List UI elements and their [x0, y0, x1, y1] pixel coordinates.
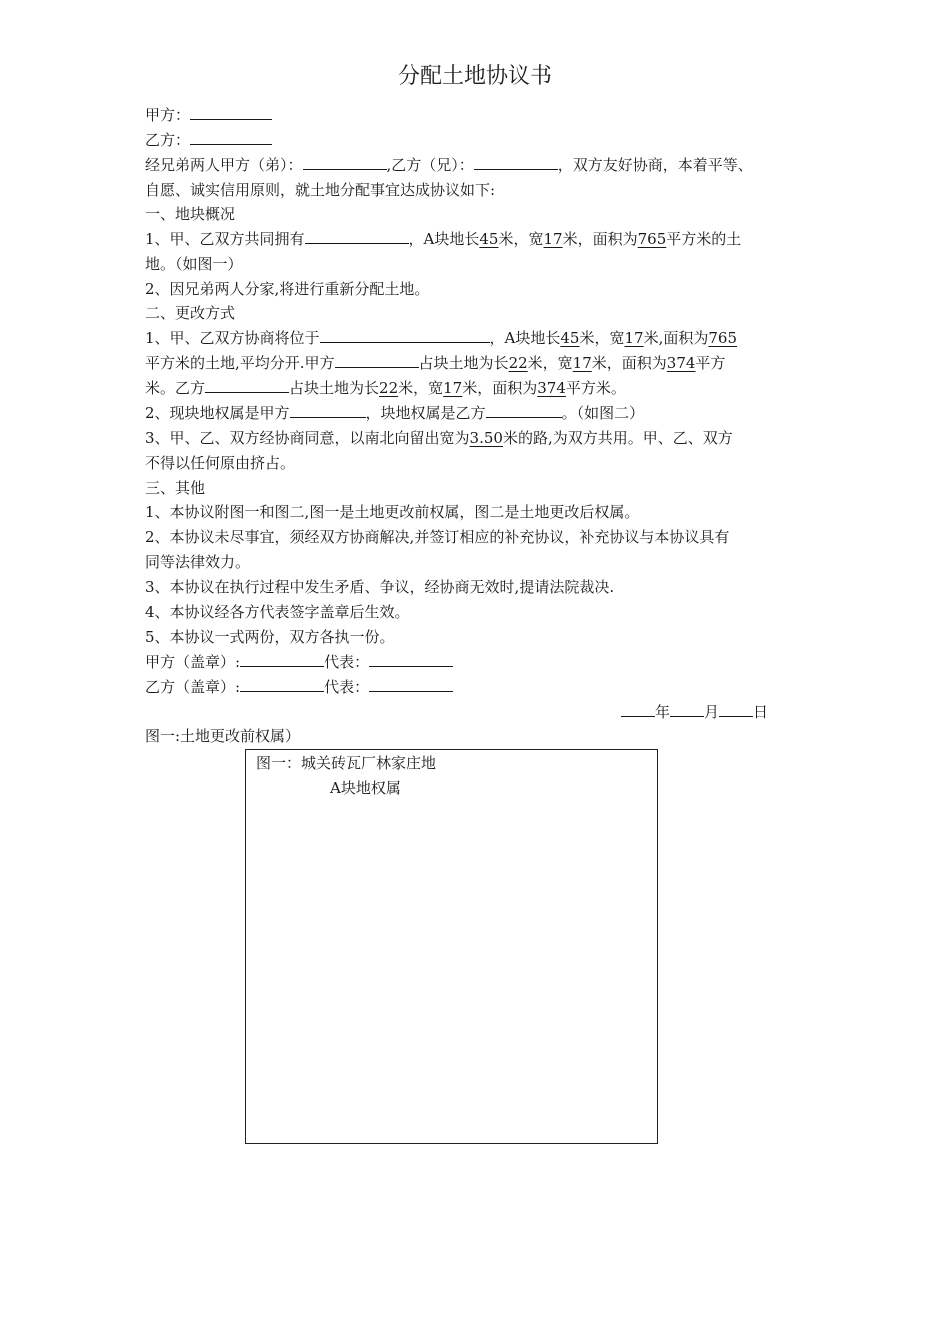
party-b-blank [190, 129, 272, 145]
road-width-value: 3.50 [469, 429, 503, 447]
intro-text-1: 经兄弟两人甲方（弟）： [145, 156, 303, 174]
intro-blank-a [303, 154, 387, 170]
area-value: 765 [708, 329, 738, 347]
seal-label: 乙方（盖章）: [145, 678, 241, 696]
width-value: 17 [543, 230, 563, 248]
party-a-owner-blank [290, 402, 366, 418]
clause-3-1: 1、本协议附图一和图二,图一是土地更改前权属，图二是土地更改后权属。 [145, 503, 640, 521]
clause-text: 占块土地为长 [418, 354, 509, 372]
clause-text: 米，宽 [579, 329, 625, 347]
year-label: 年 [655, 703, 671, 721]
clause-text: 平方米的土地,平均分开.甲方 [145, 354, 335, 372]
clause-3-2-line2: 同等法律效力。 [145, 553, 251, 571]
clause-text: 2、现块地权属是甲方 [145, 404, 290, 422]
date-line [621, 701, 768, 723]
length-value: 45 [560, 329, 580, 347]
section-3-heading: 三、其他 [145, 479, 206, 497]
clause-text: ，块地权属是乙方 [365, 404, 486, 422]
location-blank [305, 228, 409, 244]
clause-2-3 [145, 427, 733, 449]
seal-blank [240, 676, 324, 692]
clause-2-2 [145, 402, 644, 424]
party-b-label: 乙方： [145, 131, 191, 149]
party-b-blank [205, 377, 289, 393]
intro-blank-b [474, 154, 558, 170]
party-a-label: 甲方： [145, 106, 191, 124]
clause-text: 平方米的土 [666, 230, 742, 248]
party-b-owner-blank [486, 402, 562, 418]
clause-text: 1、甲、乙双方协商将位于 [145, 329, 320, 347]
clause-text: 。（如图二） [561, 404, 645, 422]
intro-line-2: 自愿、诚实信用原则，就土地分配事宜达成协议如下: [145, 181, 496, 199]
representative-label: 代表： [324, 678, 370, 696]
document-title: 分配土地协议书 [397, 64, 552, 89]
length-value: 45 [479, 230, 499, 248]
section-1-heading: 一、地块概况 [145, 205, 236, 223]
intro-line-1 [145, 154, 753, 176]
clause-text: 占块土地为长 [289, 379, 380, 397]
party-a-line [145, 104, 272, 126]
clause-text: 平方 [695, 354, 726, 372]
clause-3-2: 2、本协议未尽事宜，须经双方协商解决,并签订相应的补充协议，补充协议与本协议具有 [145, 528, 730, 546]
length-value: 22 [508, 354, 528, 372]
clause-text: 米。乙方 [145, 379, 206, 397]
clause-text: 1、甲、乙双方共同拥有 [145, 230, 305, 248]
year-blank [621, 701, 655, 717]
figure-1-caption: 图一：城关砖瓦厂林家庄地 [256, 754, 437, 772]
clause-text: 米，宽 [498, 230, 544, 248]
clause-text: 米，面积为 [462, 379, 538, 397]
party-b-line [145, 129, 272, 151]
seal-blank [240, 651, 324, 667]
location-blank [320, 327, 490, 343]
clause-3-3: 3、本协议在执行过程中发生矛盾、争议，经协商无效时,提请法院裁决. [145, 578, 615, 596]
clause-2-1-line2 [145, 352, 725, 374]
clause-2-1-line3 [145, 377, 626, 399]
figure-1-box [245, 749, 658, 1144]
clause-1-1-line2: 地。（如图一） [145, 255, 243, 273]
seal-label: 甲方（盖章）: [145, 653, 241, 671]
clause-2-1 [145, 327, 737, 349]
clause-text: 米的路,为双方共用。甲、乙、双方 [502, 429, 733, 447]
clause-text: 米，宽 [527, 354, 573, 372]
width-value: 17 [572, 354, 592, 372]
month-blank [670, 701, 704, 717]
section-2-heading: 二、更改方式 [145, 304, 236, 322]
clause-text: 米，面积为 [562, 230, 638, 248]
representative-label: 代表： [324, 653, 370, 671]
clause-text: 米,面积为 [643, 329, 709, 347]
day-blank [719, 701, 753, 717]
figure-1-subcaption: A块地权属 [330, 779, 401, 797]
clause-3-4: 4、本协议经各方代表签字盖章后生效。 [145, 603, 410, 621]
area-value: 374 [666, 354, 696, 372]
representative-blank [369, 651, 453, 667]
party-a-blank [335, 352, 419, 368]
clause-text: 平方米。 [565, 379, 626, 397]
clause-text: 米，宽 [398, 379, 444, 397]
signature-party-a [145, 651, 453, 673]
intro-text-3: ，双方友好协商，本着平等、 [557, 156, 753, 174]
figure-1-label: 图一:土地更改前权属） [145, 727, 301, 745]
party-a-blank [190, 104, 272, 120]
day-label: 日 [753, 703, 769, 721]
clause-2-3-line2: 不得以任何原由挤占。 [145, 454, 296, 472]
intro-text-2: ,乙方（兄）： [386, 156, 474, 174]
clause-text: 3、甲、乙、双方经协商同意，以南北向留出宽为 [145, 429, 470, 447]
month-label: 月 [704, 703, 720, 721]
clause-text: ，A块地长 [489, 329, 561, 347]
clause-3-5: 5、本协议一式两份，双方各执一份。 [145, 628, 395, 646]
area-value: 765 [637, 230, 667, 248]
clause-1-1 [145, 228, 741, 250]
length-value: 22 [379, 379, 399, 397]
clause-text: 米，面积为 [591, 354, 667, 372]
clause-1-2: 2、因兄弟两人分家,将进行重新分配土地。 [145, 280, 430, 298]
clause-text: ，A块地长 [408, 230, 480, 248]
area-value: 374 [537, 379, 566, 397]
signature-party-b [145, 676, 453, 698]
representative-blank [369, 676, 453, 692]
width-value: 17 [624, 329, 644, 347]
width-value: 17 [443, 379, 463, 397]
